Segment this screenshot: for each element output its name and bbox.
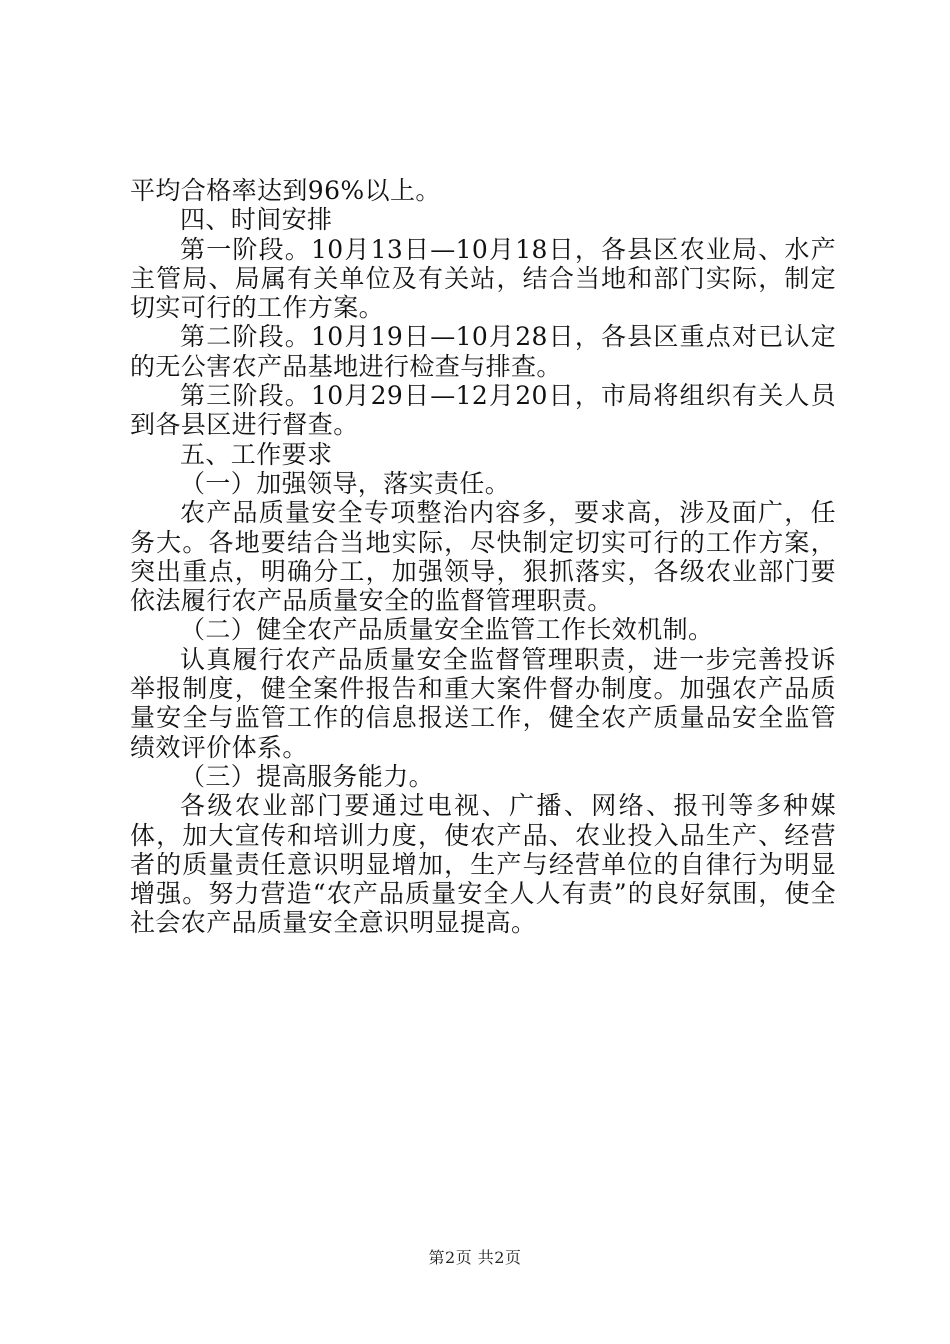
paragraph: 第二阶段。10月19日—10月28日，各县区重点对已认定的无公害农产品基地进行检查与排查。 — [130, 322, 836, 381]
paragraph: 农产品质量安全专项整治内容多，要求高，涉及面广，任务大。各地要结合当地实际，尽快制定切实可行的工作方案，突出重点，明确分工，加强领导，狠抓落实，各级农业部门要依法履行农产品质量安全的监督管理职责。 — [130, 498, 836, 616]
section-heading-requirements: 五、工作要求 — [180, 439, 333, 469]
subheading: （二）健全农产品质量安全监管工作长效机制。 — [180, 615, 714, 645]
paragraph: 认真履行农产品质量安全监督管理职责，进一步完善投诉举报制度，健全案件报告和重大案件督办制度。加强农产品质量安全与监管工作的信息报送工作，健全农产质量品安全监管绩效评价体系。 — [130, 644, 836, 762]
paragraph: 平均合格率达到96%以上。 — [130, 176, 441, 205]
section-heading-schedule: 四、时间安排 — [180, 205, 333, 235]
paragraph: 各级农业部门要通过电视、广播、网络、报刊等多种媒体，加大宣传和培训力度，使农产品、农业投入品生产、经营者的质量责任意识明显增加，生产与经营单位的自律行为明显增强。努力营造“农产品质量安全人人有责”的良好氛围，使全社会农产品质量安全意识明显提高。 — [130, 791, 836, 938]
paragraph: 第三阶段。10月29日—12月20日，市局将组织有关人员到各县区进行督查。 — [130, 381, 836, 440]
subheading: （一）加强领导，落实责任。 — [180, 468, 511, 498]
subheading: （三）提高服务能力。 — [180, 761, 435, 791]
document-body — [130, 176, 836, 938]
page-footer: 第2页 共2页 — [428, 1248, 522, 1267]
paragraph: 第一阶段。10月13日—10月18日，各县区农业局、水产主管局、局属有关单位及有关站，结合当地和部门实际，制定切实可行的工作方案。 — [130, 234, 836, 323]
